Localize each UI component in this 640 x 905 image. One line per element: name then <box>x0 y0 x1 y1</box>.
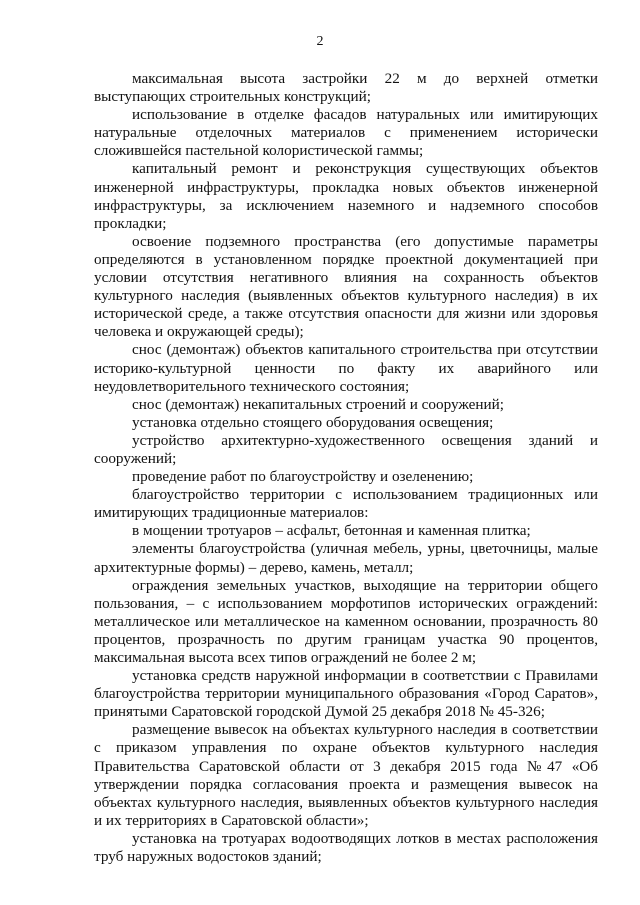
paragraph-lighting-equipment: установка отдельно стоящего оборудования освещения; <box>132 413 494 431</box>
paragraph-sidewalk-paving: в мощении тротуаров – асфальт, бетонная и каменная плитка; <box>132 522 531 540</box>
paragraph-demolition-noncapital: снос (демонтаж) некапитальных строений и сооружений; <box>132 395 505 413</box>
paragraph-demolition-capital: снос (демонтаж) объектов капитального строительства при отсутствии историко-культурной ценности по факту их аварийного или неудовлетворительного технического состояния; <box>94 341 598 395</box>
paragraph-outdoor-information: установка средств наружной информации в соответствии с Правилами благоустройства территории муниципального образования «Город Саратов», принятыми Саратовской городской Думой 25 декабря 2018 № 45-326; <box>94 667 598 721</box>
page-number: 2 <box>316 34 324 49</box>
paragraph-landscaping-elements: элементы благоустройства (уличная мебель, урны, цветочницы, малые архитектурные формы) – дерево, камень, металл; <box>94 540 598 576</box>
document-body <box>94 70 598 866</box>
paragraph-architectural-lighting: устройство архитектурно-художественного освещения зданий и сооружений; <box>94 431 598 467</box>
paragraph-facade-finishing: использование в отделке фасадов натуральных или имитирующих натуральные отделочных материалов с применением исторически сложившейся пастельной колористической гаммы; <box>94 106 598 160</box>
paragraph-underground-space: освоение подземного пространства (его допустимые параметры определяются в установленном порядке проектной документацией при условии отсутствия негативного влияния на сохранность объектов культурного наследия (выявленных объектов культурного наследия) в их исторической среде, а также отсутствия опасности для жизни или здоровья человека и окружающей среды); <box>94 232 598 341</box>
paragraph-traditional-materials: благоустройство территории с использованием традиционных или имитирующих традиционные материалов: <box>94 486 598 522</box>
paragraph-signboards: размещение вывесок на объектах культурного наследия в соответствии с приказом управления по охране объектов культурного наследия Правительства Саратовской области от 3 декабря 2015 года №47 «Об утверждении порядка согласования проекта и размещения вывесок на объектах культурного наследия, выявленных объектов культурного наследия и их территориях в Саратовской области»; <box>94 721 598 829</box>
paragraph-drainage-trays: установка на тротуарах водоотводящих лотков в местах расположения труб наружных водостоков зданий; <box>94 829 598 866</box>
paragraph-max-height: максимальная высота застройки 22 м до верхней отметки выступающих строительных конструкций; <box>94 70 598 106</box>
paragraph-engineering-infrastructure: капитальный ремонт и реконструкция существующих объектов инженерной инфраструктуры, прокладка новых объектов инженерной инфраструктуры, за исключением наземного и надземного способов прокладки; <box>94 160 598 232</box>
paragraph-landscaping-works: проведение работ по благоустройству и озеленению; <box>132 468 474 486</box>
paragraph-fences: ограждения земельных участков, выходящие на территории общего пользования, – с использованием морфотипов исторических ограждений: металлическое или металлическое на каменном основании, прозрачность 80 процентов, прозрачность по другим границам участка 90 процентов, максимальная высота всех типов ограждений не более 2 м; <box>94 576 598 666</box>
